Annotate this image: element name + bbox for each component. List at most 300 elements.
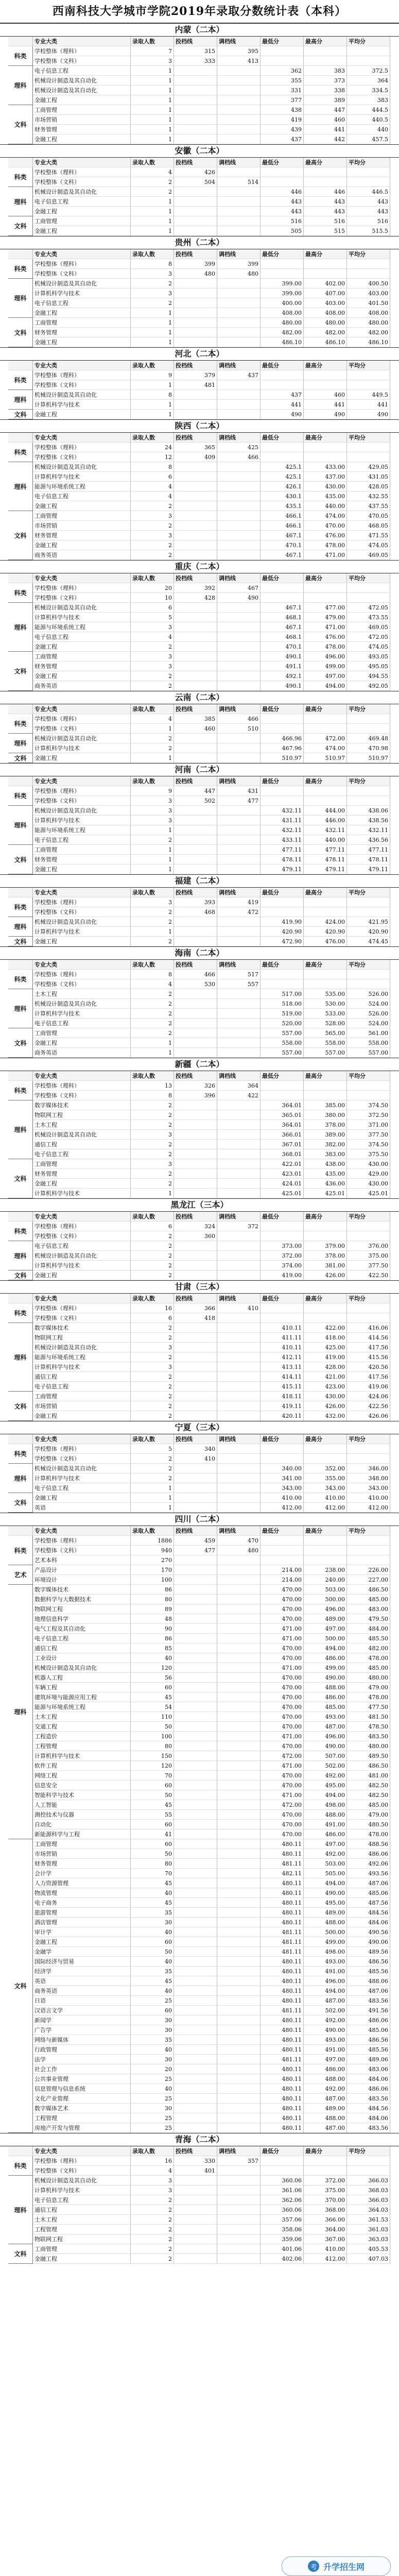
table-header-cell: 最高分 <box>304 704 347 714</box>
table-cell: 60 <box>131 1839 174 1849</box>
table-cell: 490 <box>261 410 304 419</box>
table-cell: 470.00 <box>261 1771 304 1781</box>
table-cell: 50 <box>131 1849 174 1859</box>
major-name-cell: 财务管理 <box>33 125 131 134</box>
table-cell: 214.00 <box>261 1575 304 1585</box>
table-cell: 4 <box>131 482 174 492</box>
table-cell <box>217 1149 261 1159</box>
major-name-cell: 金融工程 <box>33 2254 131 2264</box>
category-label: 文科 <box>8 845 33 874</box>
table-cell: 466 <box>217 452 261 462</box>
table-cell <box>217 1771 261 1781</box>
major-name-cell: 行政管理 <box>33 2045 131 2055</box>
table-cell: 3 <box>131 897 174 907</box>
table-cell: 2 <box>131 1270 174 1280</box>
table-cell: 500.00 <box>304 1927 347 1937</box>
table-cell: 469.48 <box>347 734 390 743</box>
table-cell: 10 <box>131 593 174 603</box>
table-cell <box>217 603 261 613</box>
table-header-cell: 调档线 <box>217 1434 261 1444</box>
table-cell <box>174 816 217 825</box>
table-header-cell: 最低分 <box>261 888 304 897</box>
major-name-cell: 法学 <box>33 2055 131 2064</box>
table-cell: 3 <box>131 269 174 279</box>
table-cell <box>217 1100 261 1110</box>
table-cell: 20 <box>131 583 174 593</box>
table-cell: 412.00 <box>304 2254 347 2264</box>
table-cell: 471.00 <box>261 1732 304 1741</box>
score-table <box>8 361 390 419</box>
table-cell: 2 <box>131 1169 174 1179</box>
table-header-cell: 调档线 <box>217 433 261 443</box>
table-cell: 2 <box>131 177 174 187</box>
table-cell: 6 <box>131 1313 174 1323</box>
table-cell: 362.06 <box>261 2195 304 2205</box>
table-cell <box>217 1741 261 1751</box>
table-cell: 366.03 <box>347 2176 390 2185</box>
table-cell <box>347 1546 390 1555</box>
table-cell: 471.00 <box>261 1761 304 1771</box>
table-cell: 466.1 <box>261 511 304 521</box>
table-cell <box>174 1908 217 1918</box>
table-cell: 478.00 <box>304 540 347 550</box>
table-cell: 361.53 <box>347 2215 390 2225</box>
table-cell: 470.1 <box>261 642 304 652</box>
table-cell <box>174 2094 217 2104</box>
table-cell: 410 <box>217 1303 261 1313</box>
table-cell: 467.1 <box>261 550 304 560</box>
table-cell: 481.11 <box>261 2055 304 2064</box>
table-cell <box>174 1957 217 1967</box>
table-cell: 331 <box>261 86 304 95</box>
table-cell <box>217 2113 261 2123</box>
table-cell: 557.00 <box>347 1048 390 1058</box>
table-cell: 378.00 <box>304 1251 347 1261</box>
table-cell: 371.00 <box>347 1120 390 1130</box>
table-cell <box>217 1323 261 1333</box>
table-cell <box>174 289 217 298</box>
table-cell <box>217 1444 261 1454</box>
table-cell <box>304 1231 347 1241</box>
table-cell <box>217 279 261 289</box>
table-cell <box>217 1120 261 1130</box>
table-cell <box>217 622 261 632</box>
major-name-cell: 物联网工程 <box>33 2234 131 2244</box>
table-cell: 481.50 <box>347 1712 390 1722</box>
table-cell: 471.00 <box>304 550 347 560</box>
table-cell: 435.00 <box>304 492 347 501</box>
table-cell <box>174 2225 217 2234</box>
table-header-cell <box>8 960 33 970</box>
category-label: 理科 <box>8 1585 33 1839</box>
table-cell: 3 <box>131 1159 174 1169</box>
table-cell <box>217 917 261 927</box>
table-cell: 4 <box>131 167 174 177</box>
table-cell: 214.00 <box>261 1565 304 1575</box>
table-cell: 3 <box>131 289 174 298</box>
table-cell: 1 <box>131 753 174 763</box>
table-cell <box>217 1140 261 1149</box>
table-cell: 2 <box>131 187 174 197</box>
table-cell <box>347 714 390 724</box>
table-cell: 413 <box>217 56 261 66</box>
table-cell: 480.11 <box>261 1878 304 1888</box>
table-cell: 437.00 <box>304 472 347 482</box>
table-cell: 486.10 <box>261 337 304 347</box>
table-cell <box>174 642 217 652</box>
table-header-cell: 投档线 <box>174 960 217 970</box>
major-name-cell: 财务管理 <box>33 328 131 337</box>
table-header-cell <box>8 2146 33 2156</box>
table-cell <box>217 1270 261 1280</box>
table-cell <box>217 1957 261 1967</box>
table-cell: 482.00 <box>347 328 390 337</box>
table-cell <box>347 1222 390 1231</box>
table-cell: 471.00 <box>304 622 347 632</box>
table-cell: 490.00 <box>304 1673 347 1683</box>
table-cell: 430.1 <box>261 492 304 501</box>
table-cell: 400.00 <box>261 298 304 308</box>
table-cell: 330 <box>174 2156 217 2166</box>
major-name-cell: 数据科学与大数据技术 <box>33 1595 131 1604</box>
major-name-cell: 土木工程 <box>33 1712 131 1722</box>
table-cell: 60 <box>131 2006 174 2015</box>
table-cell: 377.50 <box>347 1130 390 1140</box>
table-cell <box>217 531 261 540</box>
score-table <box>8 1526 390 2133</box>
table-cell: 510.97 <box>304 753 347 763</box>
table-cell <box>174 1643 217 1653</box>
score-table <box>8 158 390 236</box>
table-cell: 3 <box>131 662 174 671</box>
major-name-cell: 公共事业管理 <box>33 2074 131 2084</box>
table-cell: 392 <box>174 583 217 593</box>
table-cell: 488.06 <box>347 1976 390 1986</box>
table-cell: 558.00 <box>304 1038 347 1048</box>
table-cell: 420.90 <box>261 927 304 937</box>
table-header-cell: 平均分 <box>347 960 390 970</box>
table-cell: 419.90 <box>261 917 304 927</box>
table-cell: 502.00 <box>304 1761 347 1771</box>
table-cell <box>217 835 261 845</box>
table-cell <box>174 511 217 521</box>
table-cell <box>217 1110 261 1120</box>
table-cell: 2 <box>131 917 174 927</box>
table-cell: 438.00 <box>304 1159 347 1169</box>
major-name-cell: 艺术本科 <box>33 1555 131 1565</box>
table-cell <box>174 216 217 226</box>
table-cell: 2 <box>131 2205 174 2215</box>
table-cell <box>217 1996 261 2006</box>
table-cell: 363.03 <box>347 2234 390 2244</box>
major-name-cell: 电子商务 <box>33 1898 131 1908</box>
table-cell <box>174 318 217 328</box>
table-cell: 476.00 <box>304 531 347 540</box>
table-cell <box>174 1261 217 1270</box>
major-name-cell: 数字媒体艺术 <box>33 2104 131 2113</box>
table-header-cell <box>8 1212 33 1222</box>
table-cell: 372.00 <box>304 2176 347 2185</box>
table-cell: 48 <box>131 1614 174 1624</box>
table-cell: 86 <box>131 1585 174 1595</box>
table-header-cell: 最高分 <box>304 158 347 167</box>
table-cell: 8 <box>131 1091 174 1100</box>
table-cell <box>304 1546 347 1555</box>
major-name-cell: 学校整体（文科） <box>33 796 131 806</box>
table-cell: 413.11 <box>261 1362 304 1372</box>
major-name-cell: 金融工程 <box>33 1411 131 1421</box>
table-cell <box>174 1859 217 1869</box>
table-cell <box>217 1483 261 1493</box>
major-name-cell: 文化产业管理 <box>33 2094 131 2104</box>
table-cell: 486.50 <box>347 1761 390 1771</box>
province-title: 云南（二本） <box>0 691 399 704</box>
major-name-cell: 学校整体（理科） <box>33 583 131 593</box>
table-cell: 240.00 <box>304 1575 347 1585</box>
major-name-cell: 环境设计 <box>33 1575 131 1585</box>
table-cell: 2 <box>131 999 174 1009</box>
province-title: 重庆（二本） <box>0 560 399 573</box>
table-cell: 3 <box>131 511 174 521</box>
major-name-cell: 计算机科学与技术 <box>33 1751 131 1761</box>
major-name-cell: 电子信息工程 <box>33 632 131 642</box>
table-cell: 435.00 <box>304 1169 347 1179</box>
major-name-cell: 英语 <box>33 1976 131 1986</box>
table-cell: 361.06 <box>261 2185 304 2195</box>
major-name-cell: 电子信息工程 <box>33 835 131 845</box>
table-header-cell: 最高分 <box>304 1071 347 1081</box>
major-name-cell: 计算机科学与技术 <box>33 816 131 825</box>
major-name-cell: 机械设计制造及其自动化 <box>33 1130 131 1140</box>
table-cell <box>261 1536 304 1546</box>
table-cell: 424.00 <box>304 917 347 927</box>
table-cell <box>174 2015 217 2025</box>
table-header-cell: 投档线 <box>174 1434 217 1444</box>
table-cell <box>174 279 217 289</box>
table-cell: 470.00 <box>261 1810 304 1820</box>
table-cell: 3 <box>131 1130 174 1140</box>
table-cell: 419.06 <box>347 1382 390 1392</box>
table-cell: 2 <box>131 907 174 917</box>
table-cell <box>174 187 217 197</box>
table-cell <box>304 2166 347 2176</box>
table-header-cell: 平均分 <box>347 433 390 443</box>
major-name-cell: 新能源科学与工程 <box>33 1829 131 1839</box>
table-cell <box>174 1392 217 1401</box>
table-cell <box>174 1100 217 1110</box>
table-cell: 2 <box>131 1028 174 1038</box>
table-cell: 1 <box>131 226 174 236</box>
table-cell <box>217 289 261 298</box>
category-label: 科类 <box>8 46 33 66</box>
table-cell <box>217 816 261 825</box>
table-cell <box>174 1820 217 1829</box>
category-label: 文科 <box>8 1493 33 1513</box>
major-name-cell: 电子信息工程 <box>33 1483 131 1493</box>
table-header-cell: 录取人数 <box>131 704 174 714</box>
major-name-cell: 网络与新媒体 <box>33 2035 131 2045</box>
table-cell <box>304 897 347 907</box>
table-cell: 407.03 <box>347 2254 390 2264</box>
table-cell <box>217 1624 261 1634</box>
table-cell: 490 <box>347 410 390 419</box>
major-name-cell: 金融工程 <box>33 95 131 105</box>
table-cell: 557 <box>217 979 261 989</box>
major-name-cell: 工商管理 <box>33 1159 131 1169</box>
table-cell <box>217 308 261 318</box>
table-cell: 468.1 <box>261 632 304 642</box>
table-cell: 493.56 <box>347 1869 390 1878</box>
table-cell: 478.50 <box>347 1722 390 1732</box>
table-header-cell: 录取人数 <box>131 37 174 46</box>
table-header-cell: 最低分 <box>261 1526 304 1536</box>
major-name-cell: 学校整体（理科） <box>33 2156 131 2166</box>
major-name-cell: 学校整体（理科） <box>33 1081 131 1091</box>
table-cell <box>174 2215 217 2225</box>
table-cell: 30 <box>131 2055 174 2064</box>
table-cell: 484.06 <box>347 1918 390 1927</box>
table-cell: 426.00 <box>304 1270 347 1280</box>
province-section <box>0 1058 399 1198</box>
table-cell <box>174 1251 217 1261</box>
province-title: 安徽（二本） <box>0 144 399 158</box>
table-cell: 5 <box>131 613 174 622</box>
table-cell: 412.00 <box>304 1503 347 1513</box>
table-cell: 4 <box>131 979 174 989</box>
table-header-cell: 投档线 <box>174 361 217 370</box>
table-header-cell: 录取人数 <box>131 776 174 786</box>
table-cell: 466 <box>174 970 217 979</box>
table-header-cell: 投档线 <box>174 1071 217 1081</box>
major-name-cell: 数字媒体技术 <box>33 1323 131 1333</box>
major-name-cell: 学校整体（文科） <box>33 593 131 603</box>
table-cell: 375.50 <box>347 1149 390 1159</box>
table-cell <box>304 56 347 66</box>
table-cell: 366 <box>174 1303 217 1313</box>
table-cell: 507.00 <box>304 1751 347 1761</box>
table-cell: 482.00 <box>261 328 304 337</box>
table-cell: 474.00 <box>304 511 347 521</box>
table-header-cell: 最低分 <box>261 776 304 786</box>
table-header-cell: 专业大类 <box>33 1212 131 1222</box>
category-label: 科类 <box>8 897 33 917</box>
table-header-cell: 投档线 <box>174 776 217 786</box>
province-title: 甘肃（三本） <box>0 1280 399 1294</box>
table-cell: 478.00 <box>347 1829 390 1839</box>
table-cell <box>174 492 217 501</box>
table-cell <box>174 865 217 874</box>
major-name-cell: 市场营销 <box>33 1401 131 1411</box>
table-cell: 415.11 <box>261 1382 304 1392</box>
table-cell <box>217 2195 261 2205</box>
table-header-cell <box>8 1526 33 1536</box>
table-cell: 483.56 <box>347 2094 390 2104</box>
table-cell: 481 <box>174 380 217 390</box>
major-name-cell: 工商管理 <box>33 318 131 328</box>
table-cell <box>174 1937 217 1947</box>
table-cell <box>217 642 261 652</box>
major-name-cell: 交通工程 <box>33 1722 131 1732</box>
table-cell: 9 <box>131 786 174 796</box>
table-cell <box>174 1741 217 1751</box>
table-cell: 382.00 <box>304 1140 347 1149</box>
table-cell <box>217 1663 261 1673</box>
table-cell <box>217 1575 261 1585</box>
table-cell: 418.00 <box>304 1333 347 1343</box>
table-cell: 490.56 <box>347 1927 390 1937</box>
category-label: 文科 <box>8 652 33 691</box>
table-header-cell: 录取人数 <box>131 361 174 370</box>
table-cell <box>217 2176 261 2185</box>
table-cell: 428.00 <box>304 1362 347 1372</box>
table-cell: 1886 <box>131 1536 174 1546</box>
table-cell: 35 <box>131 1908 174 1918</box>
table-cell <box>304 786 347 796</box>
category-label: 科类 <box>8 714 33 734</box>
table-cell: 365 <box>174 443 217 452</box>
table-cell: 20 <box>131 2064 174 2074</box>
table-cell <box>174 1110 217 1120</box>
table-cell <box>174 1702 217 1712</box>
table-cell <box>174 937 217 946</box>
table-cell: 8 <box>131 462 174 472</box>
table-cell: 485.00 <box>304 1702 347 1712</box>
table-cell: 2 <box>131 1231 174 1241</box>
table-cell: 486.06 <box>347 2015 390 2025</box>
table-cell <box>217 999 261 1009</box>
table-cell: 494.00 <box>304 1878 347 1888</box>
table-cell <box>304 1555 347 1565</box>
major-name-cell: 测控技术与仪器 <box>33 1810 131 1820</box>
table-cell <box>217 1038 261 1048</box>
table-cell: 488.00 <box>304 1810 347 1820</box>
table-header-cell: 最低分 <box>261 158 304 167</box>
table-cell <box>174 462 217 472</box>
table-cell: 238.00 <box>304 1565 347 1575</box>
table-cell: 492.00 <box>304 2015 347 2025</box>
major-name-cell: 商务英语 <box>33 550 131 560</box>
table-cell <box>261 593 304 603</box>
table-cell <box>174 1976 217 1986</box>
table-cell <box>217 1702 261 1712</box>
table-cell: 2 <box>131 835 174 845</box>
major-name-cell: 学校整体（理科） <box>33 1444 131 1454</box>
table-header-cell: 专业大类 <box>33 158 131 167</box>
table-cell: 437 <box>261 390 304 400</box>
table-header-cell: 投档线 <box>174 433 217 443</box>
table-cell: 374.00 <box>261 1261 304 1270</box>
table-cell: 480.00 <box>304 318 347 328</box>
table-cell: 85 <box>131 1643 174 1653</box>
table-cell <box>347 452 390 462</box>
table-cell <box>347 583 390 593</box>
major-name-cell: 机械设计制造及其自动化 <box>33 1663 131 1673</box>
table-cell: 40 <box>131 1653 174 1663</box>
major-name-cell: 学校整体（理科） <box>33 1303 131 1313</box>
table-cell: 480.00 <box>261 318 304 328</box>
major-name-cell: 金融工程 <box>33 1270 131 1280</box>
table-cell: 334.5 <box>347 86 390 95</box>
table-cell <box>217 753 261 763</box>
major-name-cell: 工商管理 <box>33 1392 131 1401</box>
table-cell: 45 <box>131 1800 174 1810</box>
table-cell: 3 <box>131 531 174 540</box>
score-table <box>8 960 390 1058</box>
table-cell <box>174 328 217 337</box>
logo-icon: 考 <box>308 2561 319 2572</box>
province-section <box>0 874 399 946</box>
major-name-cell: 学校整体（文科） <box>33 1546 131 1555</box>
